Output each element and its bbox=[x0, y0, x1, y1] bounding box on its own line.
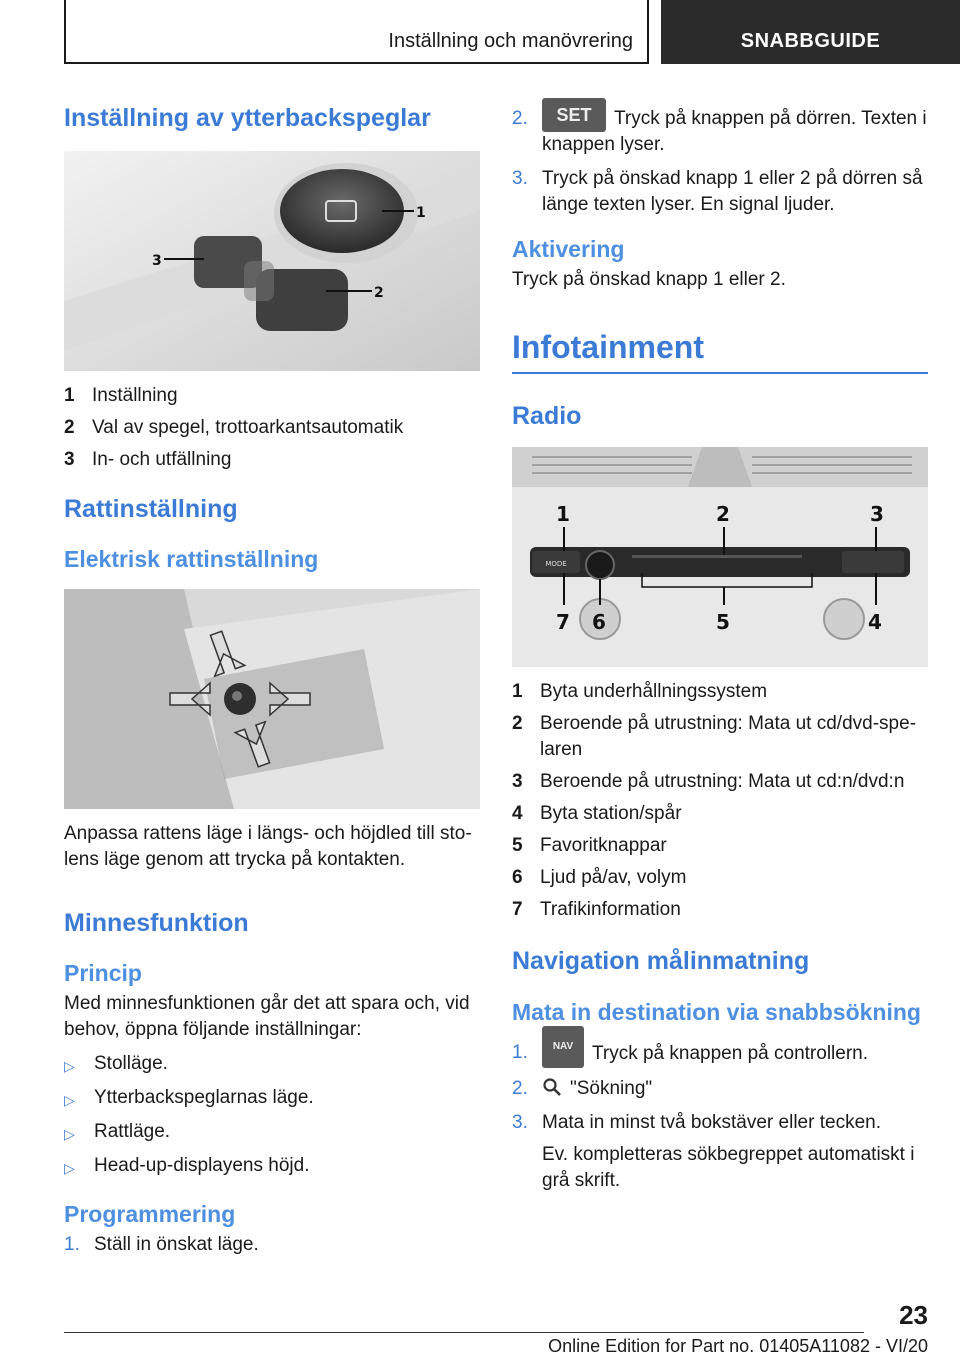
navigation-subheading: Mata in destination via snabbsökning bbox=[512, 999, 921, 1026]
legend-item: 3 Beroende på utrustning: Mata ut cd:n/dvd:n bbox=[512, 771, 905, 793]
programming-steps-continued bbox=[512, 106, 928, 218]
triangle-bullet-icon: ▷ bbox=[64, 1058, 75, 1074]
callout-1: 1 bbox=[416, 205, 426, 221]
header-frame bbox=[64, 0, 649, 64]
radio-callout-2: 2 bbox=[716, 502, 730, 527]
principle-paragraph: Med minnesfunktionen går det att spara och, vid behov, öppna följande inställningar: bbox=[64, 993, 470, 1040]
footer-rule bbox=[64, 1332, 864, 1333]
triangle-bullet-icon: ▷ bbox=[64, 1160, 75, 1176]
activation-heading: Aktivering bbox=[512, 236, 625, 263]
triangle-bullet-icon: ▷ bbox=[64, 1126, 75, 1142]
navigation-heading: Navigation målinmatning bbox=[512, 947, 810, 976]
legend-item: 1 Byta underhållningssystem bbox=[512, 681, 768, 703]
legend-item: 3 In- och utfällning bbox=[64, 449, 232, 470]
search-icon bbox=[542, 1077, 562, 1097]
memory-heading: Minnesfunktion bbox=[64, 909, 249, 937]
legend-item: 1 Inställning bbox=[64, 385, 178, 406]
legend-item: 7 Trafikinformation bbox=[512, 899, 681, 921]
triangle-bullet-icon: ▷ bbox=[64, 1092, 75, 1108]
nav-button-icon: NAV bbox=[542, 1026, 584, 1068]
steering-subheading: Elektrisk rattinställning bbox=[64, 546, 319, 572]
radio-callout-6: 6 bbox=[592, 610, 606, 635]
radio-callout-7: 7 bbox=[556, 610, 570, 635]
step-item: 1. Ställ in önskat läge. bbox=[64, 1234, 259, 1255]
radio-callout-3: 3 bbox=[870, 502, 884, 527]
legend-item: 6 Ljud på/av, volym bbox=[512, 867, 687, 889]
step-item: 2. SET Tryck på knappen på dörren. Texten i knappen lyser. bbox=[512, 106, 928, 158]
mirror-heading: Inställning av ytterbackspeglar bbox=[64, 104, 431, 132]
step-item: 2. "Sökning" bbox=[512, 1078, 653, 1100]
navigation-steps bbox=[512, 1040, 928, 1136]
section-title: Inställning och manövrering bbox=[388, 30, 633, 52]
radio-callout-5: 5 bbox=[716, 610, 730, 635]
mirror-controls-figure bbox=[64, 151, 480, 371]
steering-adjust-illustration bbox=[64, 589, 480, 809]
set-button-icon: SET bbox=[542, 98, 606, 132]
radio-callout-4: 4 bbox=[868, 610, 882, 635]
memory-settings-list bbox=[64, 1051, 482, 1181]
step-item: 3. Tryck på önskad knapp 1 eller 2 på dörren så länge texten lyser. En signal ljuder. bbox=[512, 168, 923, 216]
activation-paragraph: Tryck på önskad knapp 1 eller 2. bbox=[512, 269, 786, 291]
infotainment-heading: Infotainment bbox=[512, 329, 704, 366]
edition-text: Online Edition for Part no. 01405A11082 - VI/20 bbox=[548, 1336, 928, 1356]
steering-heading: Rattinställning bbox=[64, 495, 238, 523]
radio-mode-label: MODE bbox=[545, 560, 567, 569]
page-number: 23 bbox=[899, 1300, 928, 1330]
principle-heading: Princip bbox=[64, 960, 142, 986]
step-item: 3. Mata in minst två bokstäver eller tecken. bbox=[512, 1112, 881, 1134]
left-column bbox=[64, 100, 482, 1266]
steering-adjust-figure bbox=[64, 589, 480, 809]
section-tab[interactable] bbox=[661, 0, 960, 64]
steering-paragraph: Anpassa rattens läge i längs- och höjdled till stolens läge genom att trycka på kontakten. bbox=[64, 823, 472, 870]
navigation-note: Ev. kompletteras sökbegreppet automatiskt i grå skrift. bbox=[542, 1144, 915, 1192]
legend-item: 4 Byta station/spår bbox=[512, 803, 682, 825]
callout-3: 3 bbox=[152, 253, 162, 269]
list-item: ▷ Head-up-displayens höjd. bbox=[64, 1153, 482, 1181]
legend-item: 2 Val av spegel, trottoarkantsautomatik bbox=[64, 417, 404, 438]
list-item: ▷ Stolläge. bbox=[64, 1051, 482, 1079]
legend-item: 5 Favoritknappar bbox=[512, 835, 667, 857]
radio-heading: Radio bbox=[512, 402, 582, 431]
step-item: 1. NAV Tryck på knappen på controllern. bbox=[512, 1040, 928, 1068]
legend-item: 2 Beroende på utrustning: Mata ut cd/dvd-spelaren bbox=[512, 713, 917, 761]
mirror-controls-illustration bbox=[64, 151, 480, 371]
radio-panel-illustration bbox=[512, 447, 928, 667]
list-item: ▷ Ytterbackspeglarnas läge. bbox=[64, 1085, 482, 1113]
programming-heading: Programmering bbox=[64, 1201, 236, 1227]
section-tab-label: SNABBGUIDE bbox=[740, 29, 881, 52]
radio-legend bbox=[512, 679, 928, 923]
radio-callout-1: 1 bbox=[556, 502, 570, 527]
programming-steps bbox=[64, 1232, 482, 1258]
list-item: ▷ Rattläge. bbox=[64, 1119, 482, 1147]
radio-panel-figure bbox=[512, 447, 928, 667]
callout-2: 2 bbox=[374, 285, 384, 301]
right-column bbox=[512, 100, 928, 1194]
mirror-legend bbox=[64, 383, 482, 473]
heading-rule bbox=[512, 372, 928, 374]
